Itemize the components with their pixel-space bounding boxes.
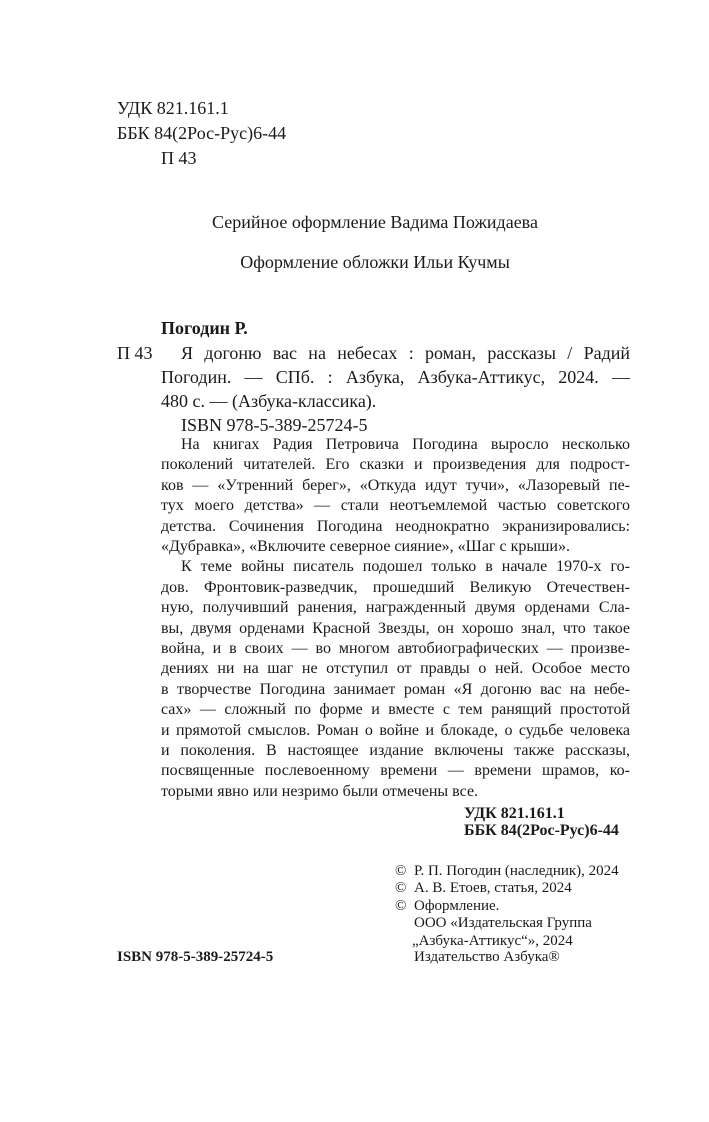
bottom-isbn: ISBN 978-5-389-25724-5 — [117, 949, 274, 965]
catalog-line: 480 с. — (Азбука-классика). — [161, 391, 377, 411]
annotation-line: и прямотой смыслов. Роман о войне и блокаде, о судьбе человека — [161, 721, 630, 739]
bottom-bbk: ББК 84(2Рос-Рус)6-44 — [464, 822, 619, 839]
annotation-line: детства. Сочинения Погодина неоднократно экранизировались: — [161, 517, 630, 535]
udk-code: УДК 821.161.1 — [117, 98, 229, 118]
copyright-line: ООО «Издательская Группа — [414, 915, 592, 931]
annotation-line: дов. Фронтовик-разведчик, прошедший Великую Отечествен- — [161, 578, 630, 596]
annotation-line: К теме войны писатель подошел только в начале 1970-х го- — [181, 558, 630, 576]
copyright-symbol: © — [395, 898, 407, 914]
cover-design-credit: Оформление обложки Ильи Кучмы — [240, 252, 510, 272]
annotation-line: «Дубравка», «Включите северное сияние», «Шаг с крыши». — [161, 538, 570, 555]
catalog-line: Погодин. — СПб. : Азбука, Азбука-Аттикус, 2024. — — [161, 367, 630, 387]
annotation-line: поколений читателей. Его сказки и произведения для подрост- — [161, 456, 630, 474]
catalog-mark: П 43 — [117, 343, 153, 363]
annotation-line: торыми явно или незримо были отмечены все. — [161, 782, 479, 800]
catalog-isbn: ISBN 978-5-389-25724-5 — [181, 415, 368, 435]
catalog-line: Я догоню вас на небесах : роман, рассказы / Радий — [181, 343, 630, 363]
copyright-symbol: © — [395, 880, 407, 896]
bbk-code: ББК 84(2Рос-Рус)6-44 — [117, 123, 287, 143]
annotation-line: ков — «Утренний берег», «Откуда идут тучи», «Лазоревый пе- — [161, 476, 630, 494]
series-design-credit: Серийное оформление Вадима Пожидаева — [212, 212, 538, 232]
copyright-line: „Азбука-Аттикус“», 2024 — [412, 933, 573, 949]
copyright-line: А. В. Етоев, статья, 2024 — [414, 880, 572, 896]
copyright-symbol: © — [395, 863, 407, 879]
copyright-line: Оформление. — [414, 898, 500, 914]
author-mark: П 43 — [161, 148, 197, 168]
bottom-udk: УДК 821.161.1 — [464, 805, 565, 822]
annotation-line: тух моего детства» — стали неотъемлемой частью советского — [161, 497, 630, 515]
annotation-line: в творчестве Погодина занимает роман «Я догоню вас на небе- — [161, 680, 630, 698]
annotation-line: вы, двумя орденами Красной Звезды, он хорошо знал, что такое — [161, 619, 630, 637]
annotation-line: и поколения. В настоящее издание включены также рассказы, — [161, 742, 630, 759]
annotation-line: ную, получивший ранения, награжденный двумя орденами Сла- — [161, 599, 630, 617]
copyright-line: Р. П. Погодин (наследник), 2024 — [414, 863, 619, 879]
catalog-author: Погодин Р. — [161, 318, 248, 338]
annotation-line: война, и в своих — во многом автобиографических — произве- — [161, 640, 630, 657]
annotation-line: сах» — сложный по форме и вместе с тем ранящий простотой — [161, 701, 630, 719]
annotation-line: дениях ни на шаг не отступил от правды о ней. Особое место — [161, 660, 630, 678]
copyright-line: Издательство Азбука® — [414, 949, 560, 965]
annotation-line: На книгах Радия Петровича Погодина выросло несколько — [181, 436, 630, 453]
annotation-line: посвященные послевоенному времени — времени шрамов, ко- — [161, 762, 630, 780]
